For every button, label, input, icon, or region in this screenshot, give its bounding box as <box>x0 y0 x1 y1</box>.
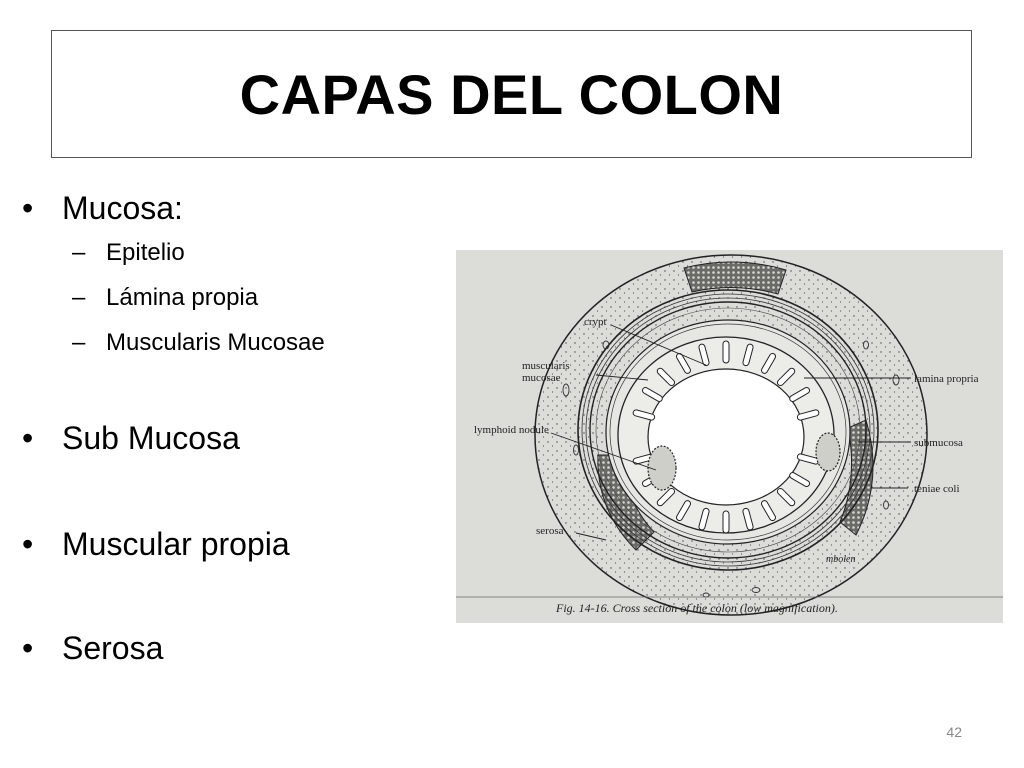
sub-bullet-muscularis-mucosae <box>72 328 325 358</box>
bullet-glyph: • <box>22 630 34 666</box>
label-submucosa: submucosa <box>914 437 963 449</box>
sub-bullet-lamina-propia <box>72 283 258 313</box>
sub-bullet-glyph: – <box>72 329 86 356</box>
bullet-text: Sub Mucosa <box>62 420 240 456</box>
sub-bullet-text: Muscularis Mucosae <box>106 329 325 356</box>
bullet-muscular-propia <box>22 524 290 564</box>
bullet-mucosa <box>22 188 183 228</box>
slide-number: 42 <box>946 724 962 740</box>
bullet-text: Mucosa: <box>62 190 183 226</box>
bullet-glyph: • <box>22 190 34 226</box>
colon-cross-section-figure <box>456 250 1003 623</box>
label-crypt: crypt <box>584 316 607 328</box>
sub-bullet-epitelio <box>72 238 185 268</box>
sub-bullet-glyph: – <box>72 284 86 311</box>
sub-bullet-text: Epitelio <box>106 239 185 266</box>
bullet-glyph: • <box>22 420 34 456</box>
label-lymphoid-nodule: lymphoid nodule <box>474 424 549 436</box>
label-teniae-coli: teniae coli <box>914 483 960 495</box>
lymphoid-nodule-right <box>816 433 840 471</box>
bullet-glyph: • <box>22 526 34 562</box>
lumen <box>648 369 804 505</box>
label-mucosae: mucosae <box>522 372 561 384</box>
artist-signature: mbolen <box>826 554 856 565</box>
bullet-serosa <box>22 628 163 668</box>
figure-caption: Fig. 14-16. Cross section of the colon (low magnification). <box>556 601 838 615</box>
colon-diagram <box>456 250 1003 623</box>
sub-bullet-text: Lámina propia <box>106 284 259 311</box>
label-serosa: serosa <box>536 525 564 537</box>
label-muscularis: muscularis <box>522 360 570 372</box>
slide-title: CAPAS DEL COLON <box>239 62 784 126</box>
bullet-text: Serosa <box>62 630 164 666</box>
label-lamina-propria: lamina propria <box>914 373 979 385</box>
sub-bullet-glyph: – <box>72 239 86 266</box>
title-box <box>51 30 972 158</box>
bullet-sub-mucosa <box>22 418 240 458</box>
bullet-text: Muscular propia <box>62 526 290 562</box>
lymphoid-nodule-left <box>648 446 676 490</box>
